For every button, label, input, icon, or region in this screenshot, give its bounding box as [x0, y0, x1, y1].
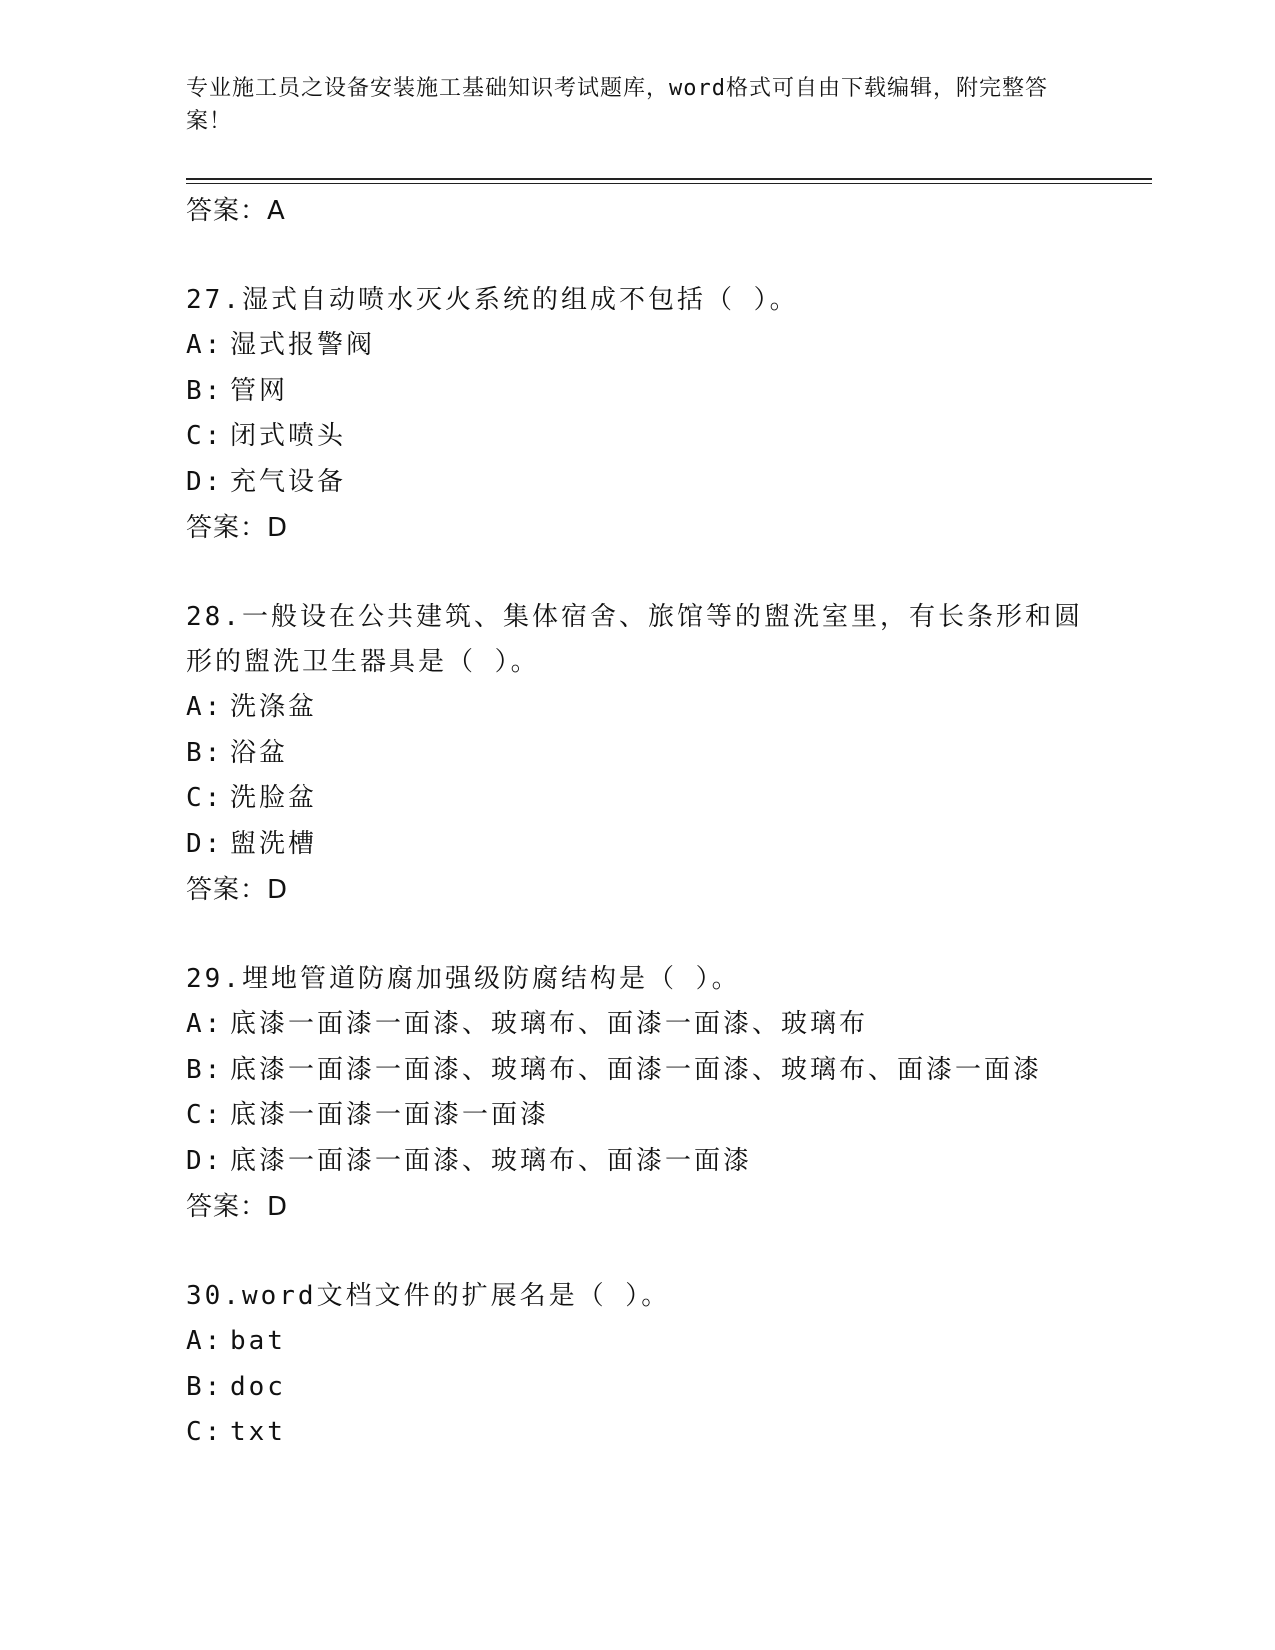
option-text: txt — [230, 1417, 286, 1447]
option-key: A: — [186, 330, 224, 360]
option-key: A: — [186, 692, 224, 722]
option-c — [186, 1093, 1126, 1139]
answer-line: 答案：D — [186, 513, 289, 543]
option-text: 管网 — [230, 375, 289, 406]
answer-line: 答案：D — [186, 1192, 289, 1222]
option-b — [186, 369, 1126, 415]
option-key: B: — [186, 737, 224, 768]
option-d — [186, 822, 1126, 868]
option-text: 闭式喷头 — [230, 421, 347, 451]
question-block — [186, 1274, 1126, 1456]
option-text: 底漆一面漆一面漆、玻璃布、面漆一面漆、玻璃布 — [230, 1009, 869, 1039]
option-text: doc — [230, 1371, 286, 1402]
option-a — [186, 1002, 1126, 1048]
question-stem: 30.word文档文件的扩展名是（ ）。 — [186, 1281, 671, 1311]
question-stem: 27.湿式自动喷水灭火系统的组成不包括（ ）。 — [186, 285, 799, 315]
option-text: 洗涤盆 — [230, 692, 318, 722]
option-a — [186, 323, 1126, 369]
question-block — [186, 278, 1126, 551]
option-key: A: — [186, 1326, 224, 1356]
option-key: C: — [186, 1417, 224, 1447]
option-text: 盥洗槽 — [230, 828, 318, 859]
header-divider-thin — [186, 183, 1152, 184]
option-text: 底漆一面漆一面漆、玻璃布、面漆一面漆、玻璃布、面漆一面漆 — [230, 1054, 1043, 1085]
option-key: D: — [186, 828, 224, 859]
option-key: B: — [186, 1054, 224, 1085]
option-b — [186, 1048, 1126, 1094]
spacer — [186, 1230, 1126, 1274]
option-d — [186, 460, 1126, 506]
option-b — [186, 1365, 1126, 1411]
question-list — [186, 188, 1126, 1456]
option-a — [186, 1319, 1126, 1365]
question-block — [186, 595, 1126, 913]
document-header: 专业施工员之设备安装施工基础知识考试题库，word格式可自由下载编辑，附完整答案！ — [186, 76, 1048, 134]
question-block — [186, 957, 1126, 1230]
answer-line: 答案：D — [186, 875, 289, 905]
option-c — [186, 414, 1126, 460]
option-c — [186, 1410, 1126, 1456]
option-text: 湿式报警阀 — [230, 330, 376, 360]
option-key: C: — [186, 783, 224, 813]
option-b — [186, 731, 1126, 777]
question-stem: 29.埋地管道防腐加强级防腐结构是（ ）。 — [186, 964, 741, 994]
header-divider-thick — [186, 178, 1152, 180]
option-key: D: — [186, 466, 224, 497]
question-stem: 28.一般设在公共建筑、集体宿舍、旅馆等的盥洗室里，有长条形和圆形的盥洗卫生器具是（ ）。 — [186, 602, 1083, 677]
option-text: 底漆一面漆一面漆、玻璃布、面漆一面漆 — [230, 1145, 753, 1176]
option-key: B: — [186, 375, 224, 406]
option-key: D: — [186, 1145, 224, 1176]
spacer — [186, 551, 1126, 595]
option-text: 洗脸盆 — [230, 783, 318, 813]
option-d — [186, 1139, 1126, 1185]
spacer — [186, 913, 1126, 957]
option-a — [186, 685, 1126, 731]
spacer — [186, 234, 1126, 278]
answer-line: 答案：A — [186, 196, 286, 226]
option-text: bat — [230, 1326, 286, 1356]
option-text: 充气设备 — [230, 466, 347, 497]
option-c — [186, 776, 1126, 822]
option-key: C: — [186, 421, 224, 451]
option-text: 浴盆 — [230, 737, 289, 768]
option-key: A: — [186, 1009, 224, 1039]
option-text: 底漆一面漆一面漆一面漆 — [230, 1100, 550, 1130]
option-key: B: — [186, 1371, 224, 1402]
option-key: C: — [186, 1100, 224, 1130]
